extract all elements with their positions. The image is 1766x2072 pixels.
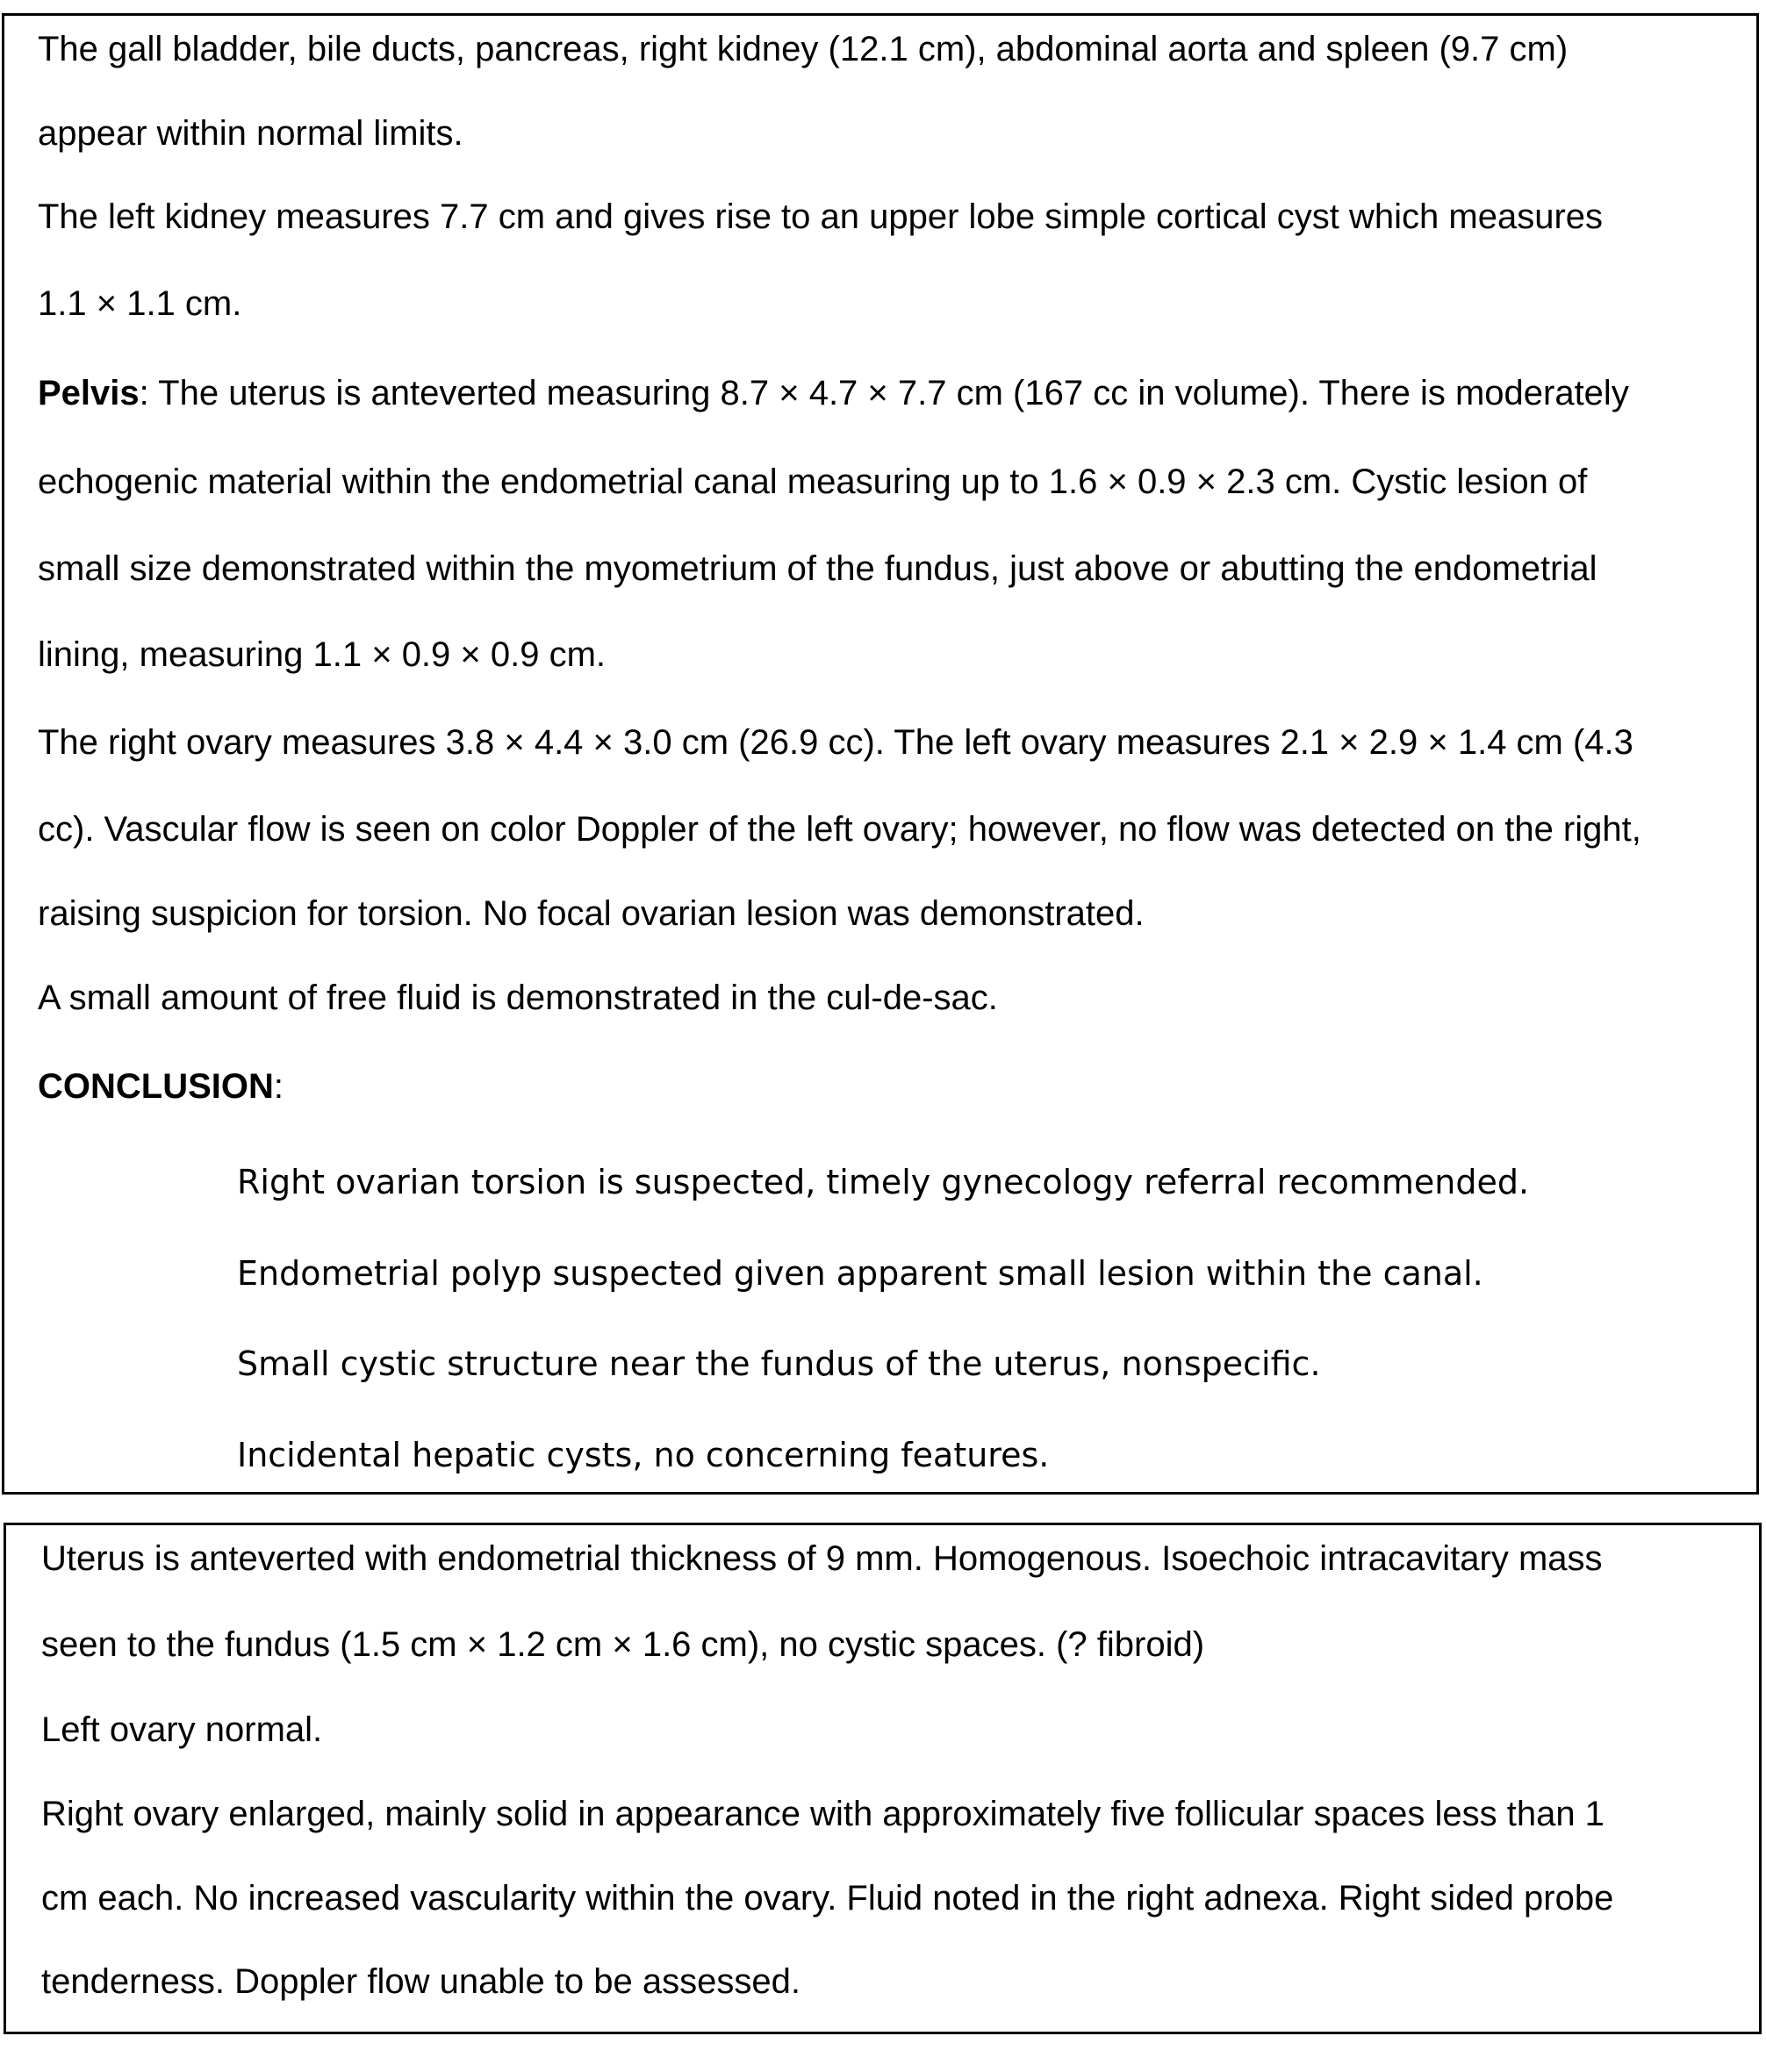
report-1-line: A small amount of free fluid is demonstrated in the cul-de-sac. bbox=[38, 979, 998, 1017]
report-1-line: lining, measuring 1.1 × 0.9 × 0.9 cm. bbox=[38, 635, 607, 674]
report-2-line: tenderness. Doppler flow unable to be assessed. bbox=[41, 1962, 800, 2001]
report-2-line: seen to the fundus (1.5 cm × 1.2 cm × 1.6 cm), no cystic spaces. (? fibroid) bbox=[41, 1625, 1205, 1664]
report-2-line: cm each. No increased vascularity within the ovary. Fluid noted in the right adnexa. Right sided probe bbox=[41, 1879, 1614, 1918]
conclusion-heading bbox=[38, 1066, 284, 1107]
report-2-line: Uterus is anteverted with endometrial thickness of 9 mm. Homogenous. Isoechoic intracavitary mass bbox=[41, 1539, 1603, 1578]
report-1-line: 1.1 × 1.1 cm. bbox=[38, 284, 242, 323]
conclusion-item: Right ovarian torsion is suspected, timely gynecology referral recommended. bbox=[237, 1163, 1530, 1201]
report-box-2 bbox=[4, 1523, 1762, 2034]
report-2-line: Left ovary normal. bbox=[41, 1710, 323, 1749]
report-1-line-text: The uterus is anteverted measuring 8.7 × 4.7 × 7.7 cm (167 cc in volume). There is moderately bbox=[148, 374, 1629, 412]
conclusion-item: Small cystic structure near the fundus of the uterus, nonspecific. bbox=[237, 1344, 1321, 1383]
report-1-line: The gall bladder, bile ducts, pancreas, right kidney (12.1 cm), abdominal aorta and spleen (9.7 cm) bbox=[38, 30, 1569, 68]
pelvis-line bbox=[38, 373, 1629, 413]
conclusion-item: Endometrial polyp suspected given apparent small lesion within the canal. bbox=[237, 1254, 1483, 1293]
report-1-line: appear within normal limits. bbox=[38, 114, 463, 153]
report-2-line: Right ovary enlarged, mainly solid in appearance with approximately five follicular spaces less than 1 bbox=[41, 1795, 1604, 1833]
report-1-line: The right ovary measures 3.8 × 4.4 × 3.0 cm (26.9 cc). The left ovary measures 2.1 × 2.9 × 1.4 cm (4.3 bbox=[38, 723, 1633, 762]
report-1-line: cc). Vascular flow is seen on color Doppler of the left ovary; however, no flow was detected on the right, bbox=[38, 810, 1641, 849]
pelvis-colon: : bbox=[139, 374, 149, 412]
pelvis-label: Pelvis bbox=[38, 374, 140, 412]
report-1-line: The left kidney measures 7.7 cm and gives rise to an upper lobe simple cortical cyst which measures bbox=[38, 197, 1604, 236]
conclusion-item: Incidental hepatic cysts, no concerning features. bbox=[237, 1436, 1050, 1474]
conclusion-label: CONCLUSION bbox=[38, 1067, 274, 1106]
report-1-line: echogenic material within the endometrial canal measuring up to 1.6 × 0.9 × 2.3 cm. Cystic lesion of bbox=[38, 462, 1588, 501]
report-1-line: raising suspicion for torsion. No focal ovarian lesion was demonstrated. bbox=[38, 894, 1145, 933]
conclusion-colon: : bbox=[273, 1067, 284, 1106]
report-1-line: small size demonstrated within the myometrium of the fundus, just above or abutting the endometrial bbox=[38, 549, 1597, 588]
